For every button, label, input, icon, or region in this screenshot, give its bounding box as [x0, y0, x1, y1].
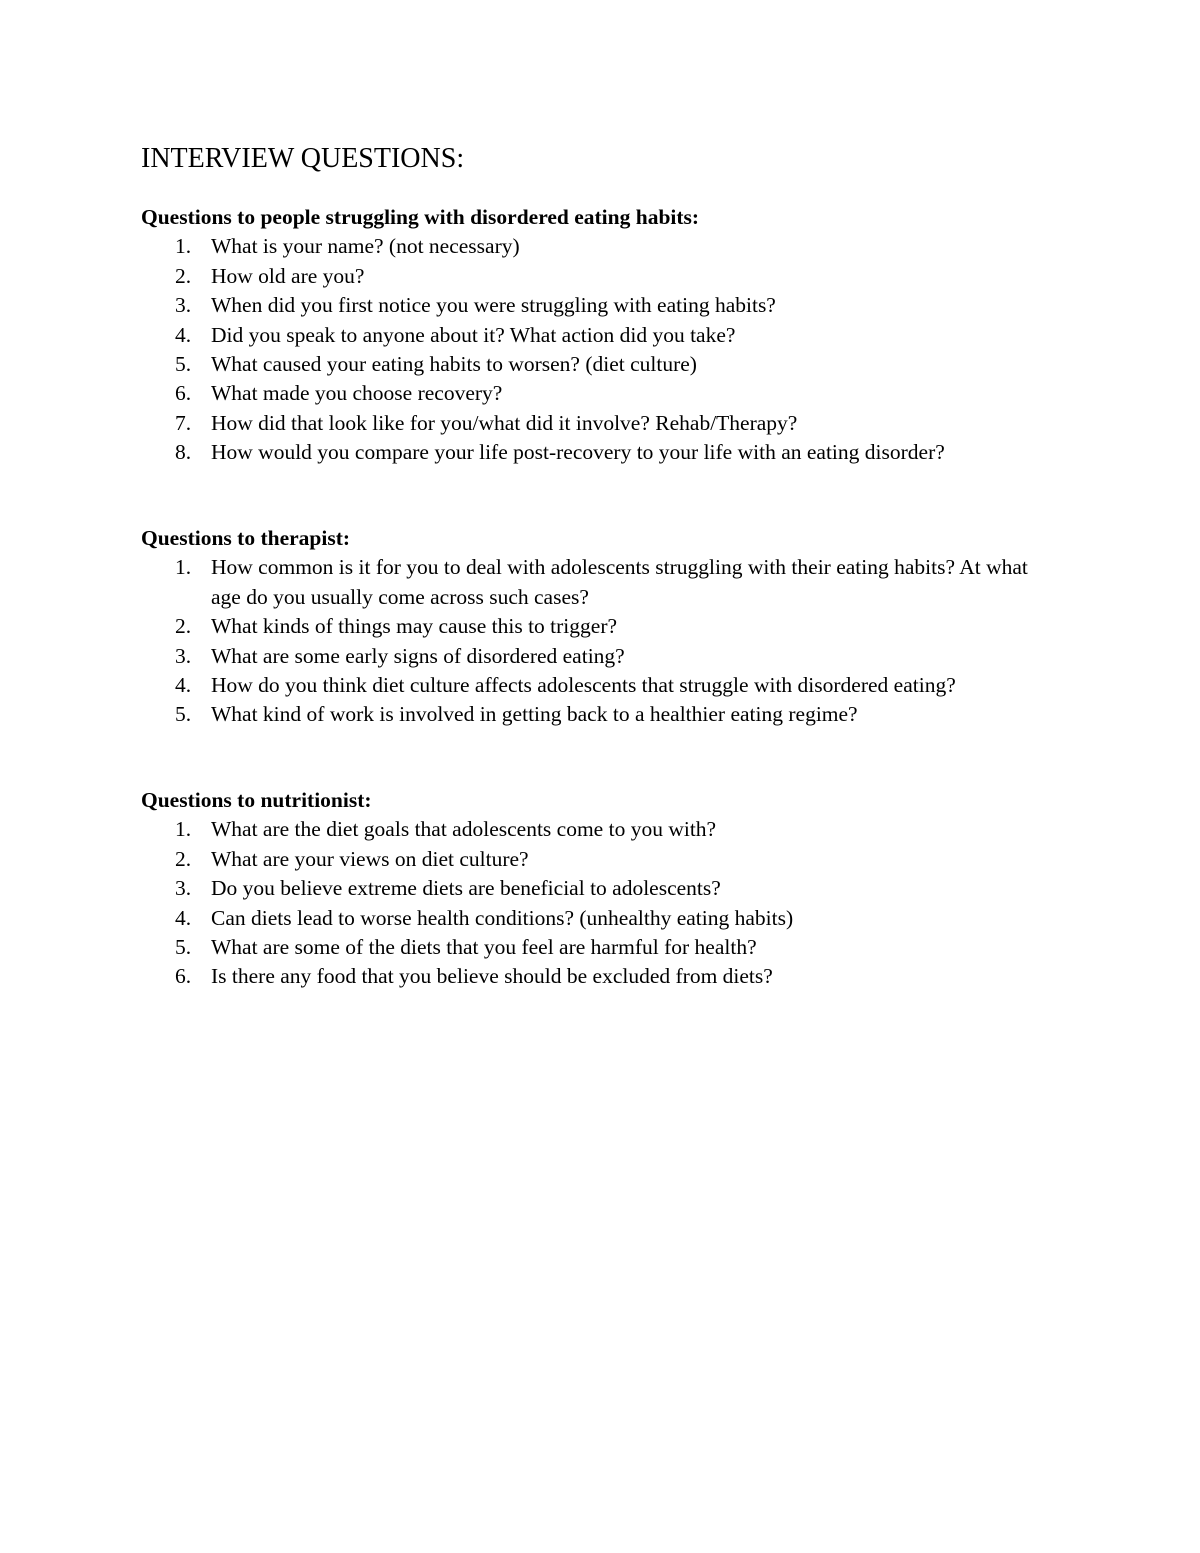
question-text: What made you choose recovery?	[211, 381, 503, 406]
question-text: How do you think diet culture affects adolescents that struggle with disordered eating?	[211, 673, 956, 698]
question-text: Do you believe extreme diets are beneficial to adolescents?	[211, 876, 721, 901]
section-therapist	[141, 524, 1041, 730]
question-item: 5. What kind of work is involved in getting back to a healthier eating regime?	[175, 702, 858, 727]
section-nutritionist	[141, 786, 1041, 992]
question-text: What are the diet goals that adolescents come to you with?	[211, 817, 717, 842]
question-text: How would you compare your life post-recovery to your life with an eating disorder?	[211, 440, 945, 465]
question-text: What are some of the diets that you feel are harmful for health?	[211, 935, 757, 960]
question-item: 8. How would you compare your life post-recovery to your life with an eating disorder?	[175, 440, 945, 465]
question-text: Is there any food that you believe should be excluded from diets?	[211, 964, 773, 989]
question-item: 4. How do you think diet culture affects adolescents that struggle with disordered eating?	[175, 673, 956, 698]
question-item: 5. What are some of the diets that you feel are harmful for health?	[175, 935, 757, 960]
page-title: INTERVIEW QUESTIONS:	[141, 143, 465, 174]
question-item: 2. What kinds of things may cause this to trigger?	[175, 614, 618, 639]
question-list	[141, 232, 1041, 467]
question-item: 6. What made you choose recovery?	[175, 381, 503, 406]
section-heading: Questions to therapist:	[141, 526, 351, 550]
question-item: 2. How old are you?	[175, 263, 365, 288]
question-item: 4. Can diets lead to worse health conditions? (unhealthy eating habits)	[175, 905, 794, 930]
question-text: How did that look like for you/what did it involve? Rehab/Therapy?	[211, 410, 798, 435]
question-text: When did you first notice you were struggling with eating habits?	[211, 293, 776, 318]
question-text: Did you speak to anyone about it? What action did you take?	[211, 322, 736, 347]
question-item: 4. Did you speak to anyone about it? What action did you take?	[175, 322, 736, 347]
question-text: What are some early signs of disordered eating?	[211, 643, 625, 668]
question-item: 1. How common is it for you to deal with adolescents struggling with their eating habits? At what age do you usually come across such cases?	[175, 555, 1028, 609]
question-item: 5. What caused your eating habits to worsen? (diet culture)	[175, 352, 697, 377]
question-text: What is your name? (not necessary)	[211, 234, 520, 259]
question-item: 2. What are your views on diet culture?	[175, 846, 529, 871]
question-text: Can diets lead to worse health conditions? (unhealthy eating habits)	[211, 905, 794, 930]
question-text: How old are you?	[211, 263, 365, 288]
question-item: 3. What are some early signs of disordered eating?	[175, 643, 625, 668]
question-text: What are your views on diet culture?	[211, 846, 529, 871]
question-text: What kinds of things may cause this to trigger?	[211, 614, 618, 639]
question-item: 1. What is your name? (not necessary)	[175, 234, 520, 259]
question-item: 1. What are the diet goals that adolescents come to you with?	[175, 817, 717, 842]
question-item: 6. Is there any food that you believe should be excluded from diets?	[175, 964, 773, 989]
section-heading: Questions to people struggling with disordered eating habits:	[141, 205, 700, 229]
question-list	[141, 553, 1041, 729]
question-list	[141, 815, 1041, 991]
question-text: What caused your eating habits to worsen? (diet culture)	[211, 352, 697, 377]
question-item: 3. Do you believe extreme diets are beneficial to adolescents?	[175, 876, 721, 901]
question-item: 3. When did you first notice you were struggling with eating habits?	[175, 293, 776, 318]
question-text: What kind of work is involved in getting back to a healthier eating regime?	[211, 702, 858, 727]
question-item: 7. How did that look like for you/what did it involve? Rehab/Therapy?	[175, 410, 798, 435]
section-heading: Questions to nutritionist:	[141, 788, 372, 812]
section-people-struggling	[141, 203, 1041, 468]
question-text: How common is it for you to deal with adolescents struggling with their eating habits? At what age do you usually come across such cases?	[211, 555, 1028, 609]
